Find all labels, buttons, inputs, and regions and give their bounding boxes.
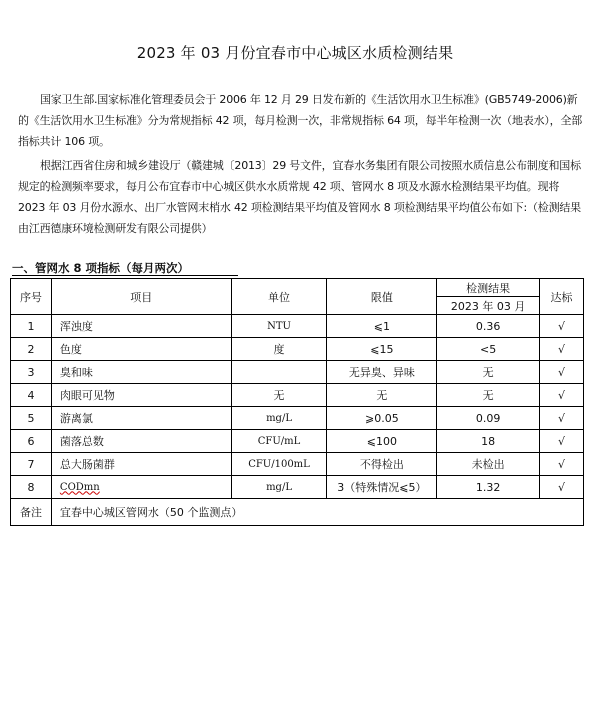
row-item: 浑浊度 (51, 315, 231, 338)
document-title: 2023 年 03 月份宜春市中心城区水质检测结果 (136, 44, 454, 62)
note-text: 宜春中心城区管网水（50 个监测点） (51, 499, 583, 526)
section-title: 一、管网水 8 项指标（每月两次） (12, 261, 190, 275)
intro-paragraph-1: 国家卫生部.国家标准化管理委员会于 2006 年 12 月 29 日发布新的《生活饮用水卫生标准》(GB5749-2006)新的《生活饮用水卫生标准》分为常规指标 42 项，每月检测一次，非常规指标 64 项，每半年检测一次（地表水），全部指标共计 106 项。 (18, 93, 583, 148)
row-unit: 度 (231, 338, 327, 361)
header-seq: 序号 (11, 279, 52, 315)
row-limit: 无 (327, 384, 437, 407)
water-quality-table (10, 278, 584, 526)
row-pass-check: √ (540, 407, 584, 430)
row-value: 未检出 (437, 453, 540, 476)
row-limit: ⩽100 (327, 430, 437, 453)
table-row (11, 453, 584, 476)
row-pass-check: √ (540, 361, 584, 384)
row-seq: 4 (11, 384, 52, 407)
header-item: 项目 (51, 279, 231, 315)
row-seq: 3 (11, 361, 52, 384)
row-unit: mg/L (231, 476, 327, 499)
row-value: 无 (437, 384, 540, 407)
row-pass-check: √ (540, 384, 584, 407)
row-value: 无 (437, 361, 540, 384)
row-pass-check: √ (540, 453, 584, 476)
row-pass-check: √ (540, 476, 584, 499)
row-seq: 1 (11, 315, 52, 338)
row-limit: ⩾0.05 (327, 407, 437, 430)
row-value: 0.09 (437, 407, 540, 430)
row-seq: 6 (11, 430, 52, 453)
row-limit: ⩽15 (327, 338, 437, 361)
row-item (51, 476, 231, 499)
row-value: 18 (437, 430, 540, 453)
row-unit: 无 (231, 384, 327, 407)
row-limit: 无异臭、异味 (327, 361, 437, 384)
row-unit (231, 361, 327, 384)
header-pass: 达标 (540, 279, 584, 315)
row-item: 肉眼可见物 (51, 384, 231, 407)
table-row (11, 407, 584, 430)
row-seq: 8 (11, 476, 52, 499)
table-row (11, 430, 584, 453)
row-unit: NTU (231, 315, 327, 338)
row-item: 菌落总数 (51, 430, 231, 453)
row-unit: mg/L (231, 407, 327, 430)
table-row (11, 476, 584, 499)
row-unit: CFU/100mL (231, 453, 327, 476)
row-seq: 7 (11, 453, 52, 476)
row-value: <5 (437, 338, 540, 361)
table-row (11, 315, 584, 338)
header-period: 2023 年 03 月 (437, 297, 540, 315)
row-value: 1.32 (437, 476, 540, 499)
section-underline (12, 275, 238, 276)
row-pass-check: √ (540, 315, 584, 338)
row-item: 总大肠菌群 (51, 453, 231, 476)
row-limit: 不得检出 (327, 453, 437, 476)
table-row (11, 338, 584, 361)
row-pass-check: √ (540, 338, 584, 361)
header-result: 检测结果 (437, 279, 540, 297)
header-limit: 限值 (327, 279, 437, 315)
intro-paragraph-2: 根据江西省住房和城乡建设厅（赣建城〔2013〕29 号文件，宜春水务集团有限公司按照水质信息公布制度和国标规定的检测频率要求，每月公布宜春市中心城区供水水质常规 42 项、管网水 8 项及水源水检测结果平均值。现将 2023 年 03 月份水源水、出厂水管网末梢水 42 项检测结果平均值及管网水 8 项检测结果平均值公布如下:（检测结果由江西德康环境检测研发有限公司提供） (18, 159, 581, 235)
row-value: 0.36 (437, 315, 540, 338)
row-unit: CFU/mL (231, 430, 327, 453)
row-limit: 3（特殊情况⩽5） (327, 476, 437, 499)
row-pass-check: √ (540, 430, 584, 453)
row-item-text: CODmn (59, 481, 100, 493)
header-unit: 单位 (231, 279, 327, 315)
row-item: 游离氯 (51, 407, 231, 430)
table-note-row (11, 499, 584, 526)
row-seq: 2 (11, 338, 52, 361)
table-row (11, 361, 584, 384)
row-limit: ⩽1 (327, 315, 437, 338)
row-item: 臭和味 (51, 361, 231, 384)
row-item: 色度 (51, 338, 231, 361)
row-seq: 5 (11, 407, 52, 430)
note-label: 备注 (11, 499, 52, 526)
table-row (11, 384, 584, 407)
